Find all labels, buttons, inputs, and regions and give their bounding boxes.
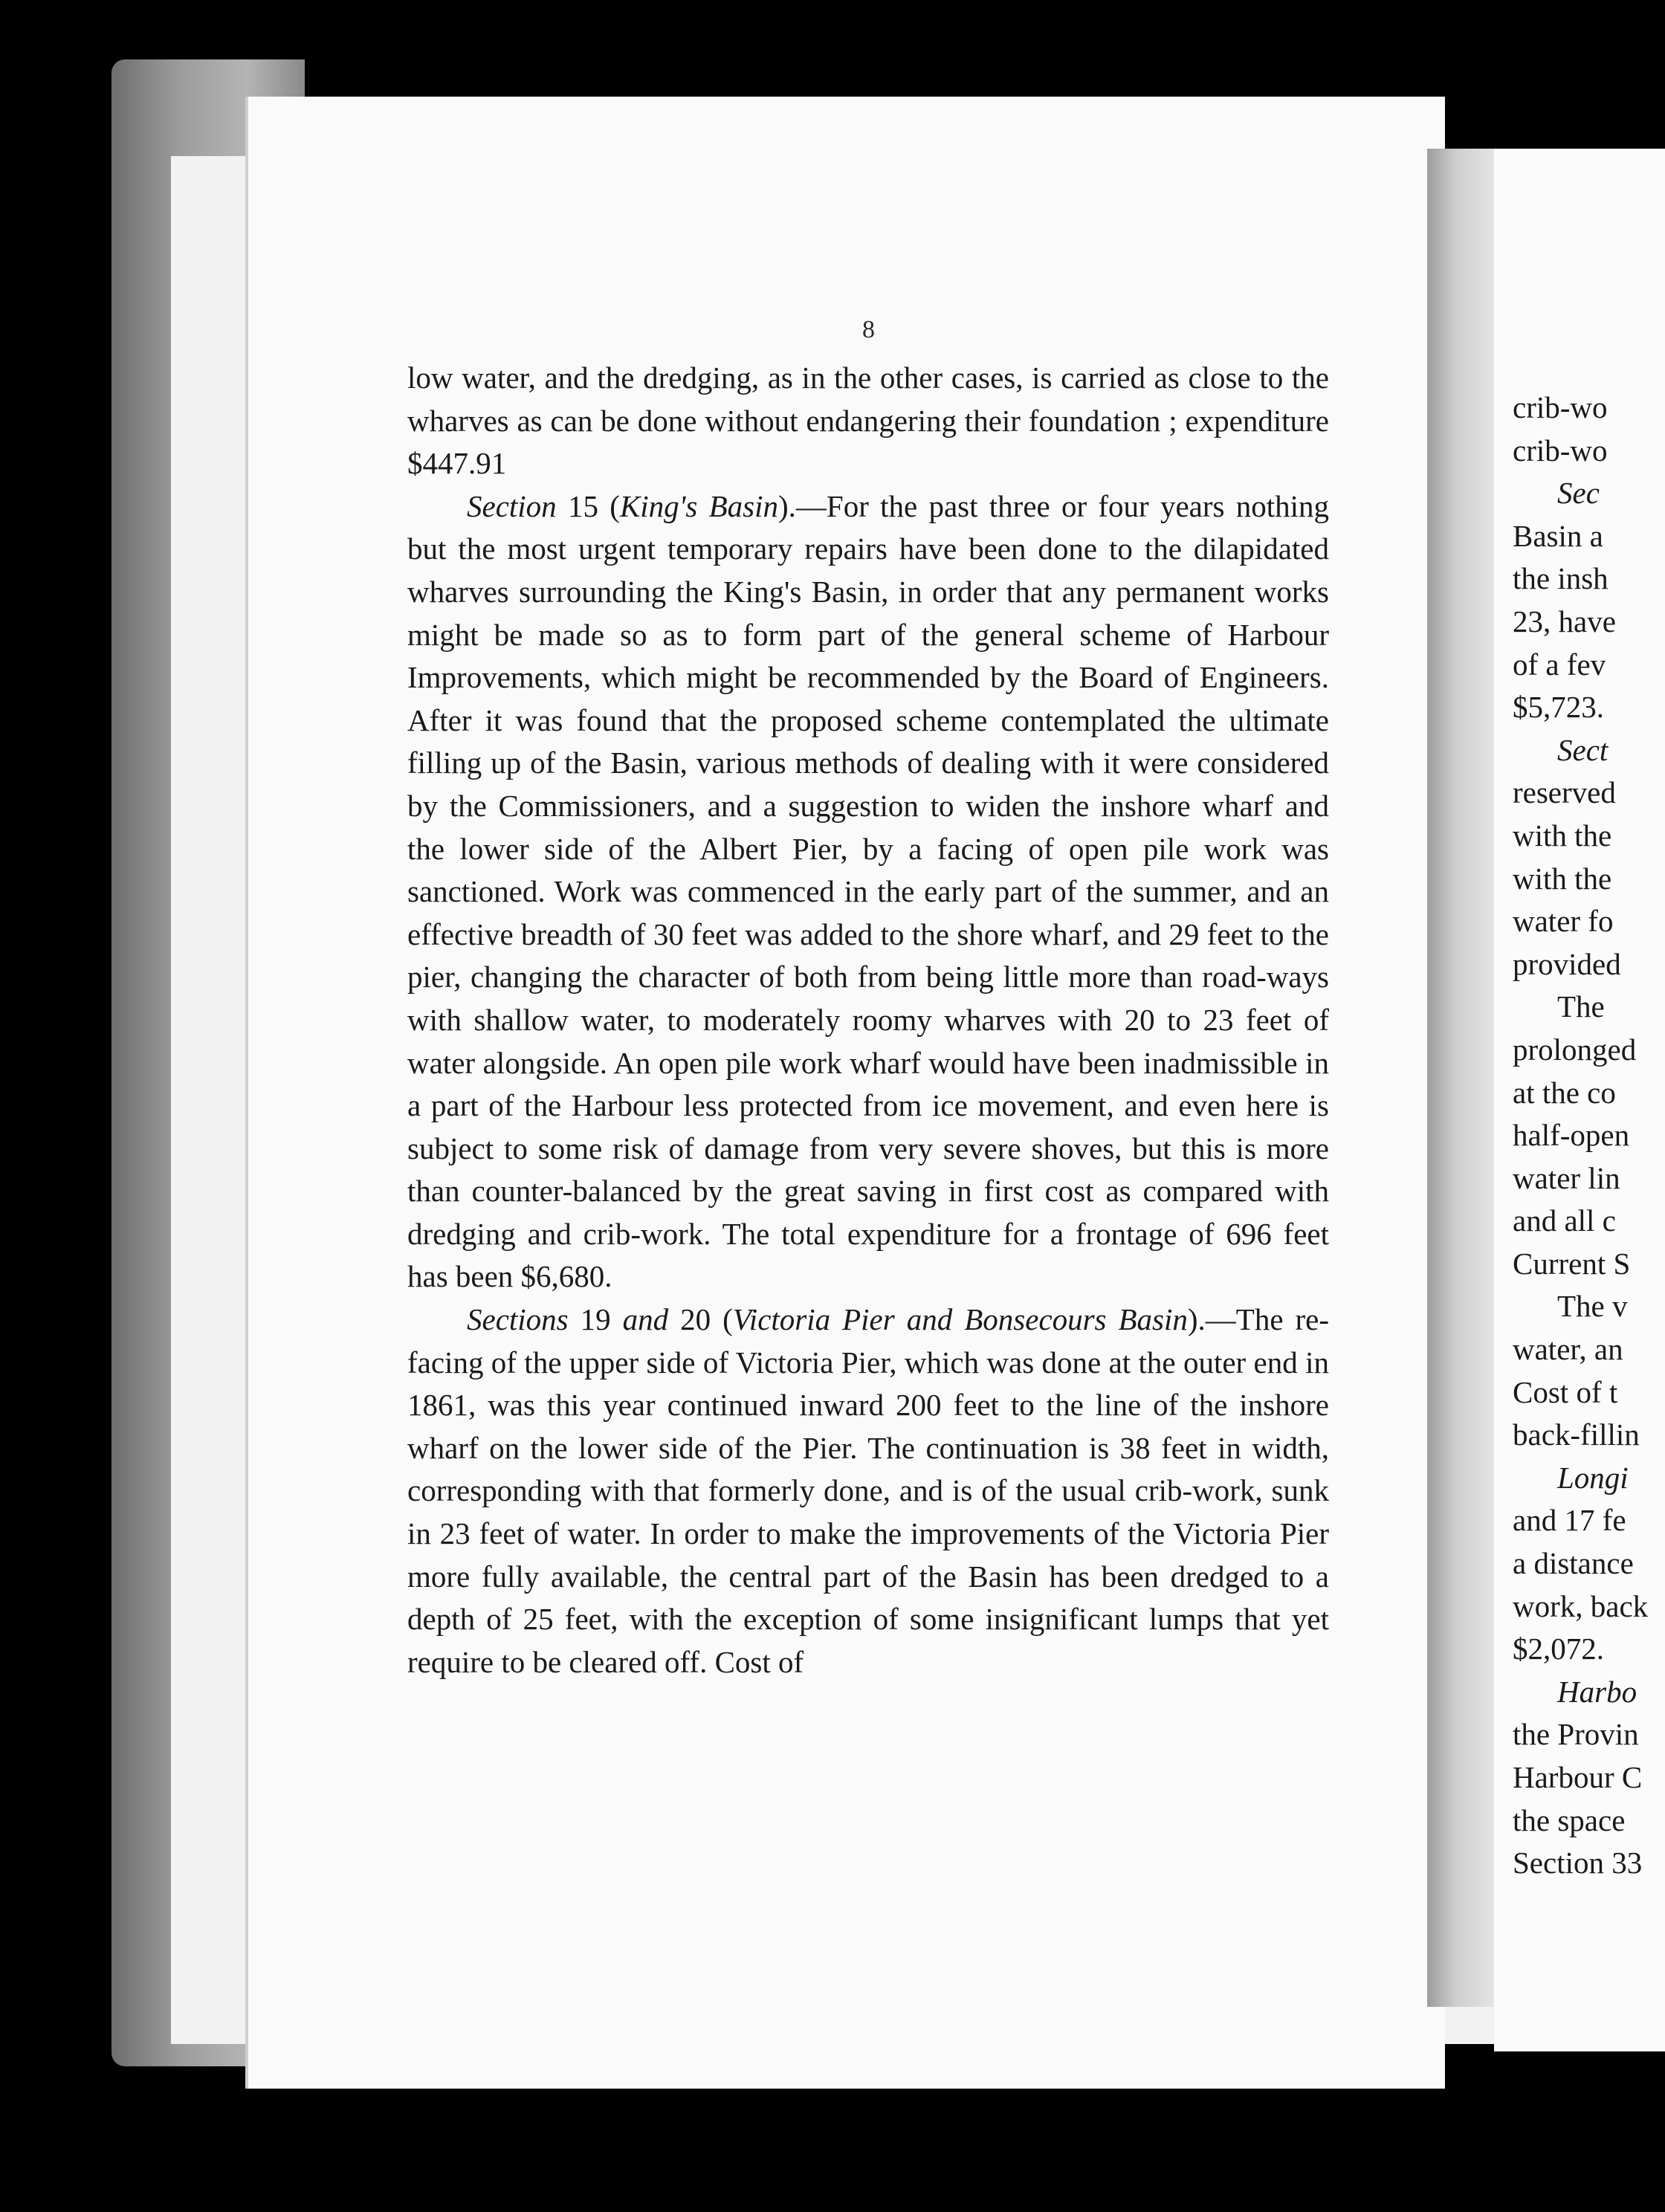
- right-page-line: Harbo: [1557, 1674, 1637, 1709]
- right-page-line: the Provin: [1513, 1717, 1639, 1752]
- paragraph-2: [407, 485, 1329, 1299]
- right-page-line: water, an: [1513, 1332, 1623, 1367]
- section-number: 20 (: [680, 1302, 733, 1337]
- right-page-line: 23, have: [1513, 604, 1616, 638]
- right-page-line: $2,072.: [1513, 1631, 1604, 1666]
- right-page-line: the insh: [1513, 561, 1609, 596]
- section-number: 19: [580, 1302, 611, 1337]
- paragraph-2-body: ).—For the past three or four years nothing but the most urgent temporary repairs have been done to the dilapidated wharves surrounding the King's Basin, in order that any permanent works might be made so as to form part of the general scheme of Harbour Improvements, which might be recommended by the Board of Engineers. After it was found that the proposed scheme contemplated the ultimate filling up of the Basin, various methods of dealing with it were considered by the Commissioners, and a suggestion to widen the inshore wharf and the lower side of the Albert Pier, by a facing of open pile work was sanctioned. Work was commenced in the early part of the summer, and an effective breadth of 30 feet was added to the shore wharf, and 29 feet to the pier, changing the character of both from being little more than road-ways with shallow water, to moderately roomy wharves with 20 to 23 feet of water alongside. An open pile work wharf would have been inadmissible in a part of the Harbour less protected from ice movement, and even here is subject to some risk of damage from very severe shoves, but this is more than counter-balanced by the great saving in first cost as compared with dredging and crib-work. The total expenditure for a frontage of 696 feet has been $6,680.: [407, 488, 1330, 1294]
- section-heading: Section: [467, 488, 557, 523]
- paragraph-3: [407, 1299, 1329, 1684]
- right-page-line: Sect: [1557, 732, 1609, 767]
- right-page-line: water lin: [1513, 1160, 1620, 1195]
- section-name: Victoria Pier and Bonsecours Basin: [732, 1302, 1188, 1337]
- right-page-line: with the: [1513, 818, 1612, 853]
- right-page-line: with the: [1513, 861, 1612, 896]
- right-page-line: back-fillin: [1513, 1417, 1640, 1452]
- right-page-line: and all c: [1513, 1203, 1616, 1238]
- book-gutter: [1427, 149, 1501, 2007]
- right-page-line: the space: [1513, 1802, 1626, 1837]
- right-page-line: water fo: [1513, 904, 1614, 939]
- right-page-line: at the co: [1513, 1075, 1616, 1110]
- right-page-line: Current S: [1513, 1246, 1631, 1281]
- right-page-line: The: [1557, 989, 1605, 1024]
- right-page-line: crib-wo: [1513, 433, 1608, 468]
- page-number: 8: [862, 316, 875, 343]
- right-page-line: prolonged: [1513, 1032, 1637, 1067]
- right-page-line: Cost of t: [1513, 1374, 1618, 1409]
- section-heading: Sections: [467, 1302, 569, 1337]
- section-name: King's Basin: [619, 488, 778, 523]
- right-page-line: a distance: [1513, 1546, 1634, 1581]
- paragraph-1: low water, and the dredging, as in the other cases, is carried as close to the wharves as can be done without endangering their foundation ; expenditure $447.91: [407, 360, 1329, 481]
- right-page-line: Basin a: [1513, 518, 1603, 553]
- right-page-line: crib-wo: [1513, 390, 1608, 424]
- right-page-line: The v: [1557, 1289, 1628, 1324]
- right-page-line: of a fev: [1513, 647, 1606, 682]
- right-page-line: Section 33: [1513, 1846, 1643, 1880]
- section-conjunction: and: [622, 1302, 669, 1337]
- right-page-line: reserved: [1513, 775, 1616, 810]
- right-page-text: [1513, 387, 1665, 1885]
- page-body: [407, 357, 1329, 1684]
- right-page-line: Sec: [1557, 476, 1600, 511]
- right-page-line: Longi: [1557, 1460, 1629, 1495]
- right-page-line: Harbour C: [1513, 1760, 1643, 1794]
- right-page-line: and 17 fe: [1513, 1503, 1626, 1538]
- section-number: 15 (: [567, 488, 620, 523]
- right-page-line: work, back: [1513, 1588, 1649, 1623]
- paragraph-3-body: ).—The re-facing of the upper side of Victoria Pier, which was done at the outer end in 1861, was this year continued inward 200 feet to the line of the inshore wharf on the lower side of the Pier. The continuation is 38 feet in width, corresponding with that formerly done, and is of the usual crib-work, sunk in 23 feet of water. In order to make the improvements of the Victoria Pier more fully available, the central part of the Basin has been dredged to a depth of 25 feet, with the exception of some insignificant lumps that yet require to be cleared off. Cost of: [407, 1302, 1330, 1679]
- right-page-line: half-open: [1513, 1118, 1630, 1153]
- right-page-line: provided: [1513, 946, 1621, 981]
- right-page: [1494, 149, 1665, 2051]
- right-page-line: $5,723.: [1513, 690, 1604, 725]
